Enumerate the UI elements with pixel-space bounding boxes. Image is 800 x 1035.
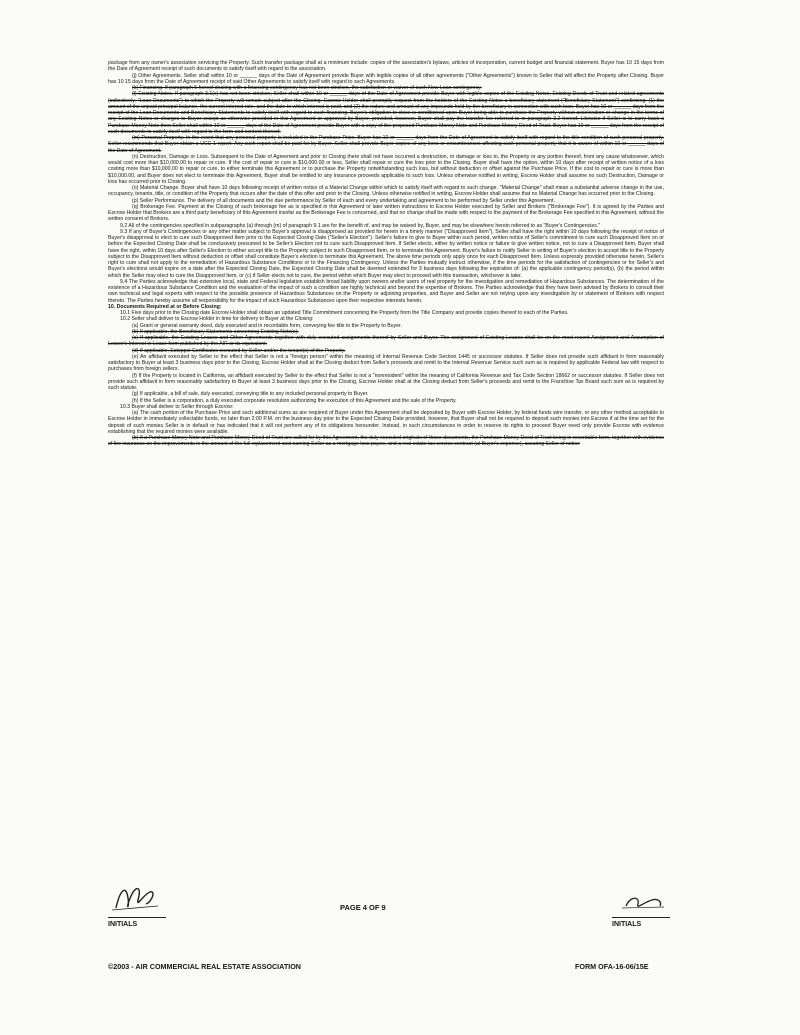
- copyright-text: ©2003 - AIR COMMERCIAL REAL ESTATE ASSOCIATION: [108, 962, 301, 971]
- paragraph-p02: (j) Other Agreements. Seller shall within 10 or ______ days of the Date of Agreement provide Buyer with legible copies of all other agreements ("Other Agreements") known to Seller that will affect the Property after Closing. Buyer has 10 15 days from the Date of Agreement receipt of said Other Agreements to satisfy itself with regard to such Agreements.: [108, 72, 664, 85]
- paragraph-p25: (a) The cash portion of the Purchase Price and such additional sums as are required of Buyer under this Agreement shall be deposited by Buyer with Escrow Holder, by federal funds wire transfer, or any other method acceptable to Escrow Holder in immediately collectable funds, no later than 2:00 P.M. on the business day prior to the Expected Closing Date provided, however, that Buyer shall not be required to deposit such monies into Escrow if at the time set for the deposit of such monies Seller is in default or has indicated that it will not perform any of its obligations hereunder. Instead, in such circumstances in order to reserve its rights to proceed Buyer need only provide Escrow with evidence establishing that the required monies were available.: [108, 410, 664, 435]
- paragraph-p21: (f) If the Property is located in California, an affidavit executed by Seller to the effect that Seller is not a "nonresident" within the meaning of California Revenue and Tax Code Section 18662 or successor statutes. If Seller does not provide such affidavit in form reasonably satisfactory to Buyer at least 3 business days prior to the Closing, Escrow Holder shall at the Closing deduct from Seller's proceeds and remit to the Franchise Tax Board such sum as is required by such statute.: [108, 372, 664, 391]
- paragraph-p13: 10. Documents Required at or Before Closing:: [108, 303, 222, 310]
- paragraph-p15: 10.2 Seller shall deliver to Escrow Holder in time for delivery to Buyer at the Closing:: [120, 316, 314, 323]
- initials-line-right: [612, 917, 670, 918]
- paragraph-p08: (p) Seller Performance. The delivery of all documents and the due performance by Seller of each and every undertaking and agreement to be performed by Seller under this Agreement.: [132, 197, 555, 204]
- paragraph-p26: (b) If a Purchase Money Note and Purchase Money Deed of Trust are called for by this Agreement, the duly executed originals of those documents, the Purchase Money Deed of Trust being in recordable form, together with evidence of fire insurance on the improvements in the amount of the full replacement cost naming Seller as a mortgage loss payee, and a real estate tax service contract (at Buyer's expense), assuring Seller of notice: [108, 435, 664, 448]
- paragraph-p19: (d) If applicable, Estoppel Certificates executed by Seller and/or the tenant(s) of the Property.: [132, 347, 346, 354]
- form-number: FORM OFA-16-06/15E: [575, 962, 649, 971]
- initials-label-left: INITIALS: [108, 921, 138, 928]
- initials-left-block: [108, 880, 168, 930]
- paragraph-p07: (o) Material Change. Buyer shall have 10 days following receipt of written notice of a Material Change within which to satisfy itself with regard to such change. "Material Change" shall mean a substantial adverse change in the use, occupancy, tenants, title, or condition of the Property that occurs after the date of this offer and prior to the Closing. Unless otherwise notified in writing, Escrow Holder shall assume that no Material Change has occurred prior to the Closing.: [108, 185, 664, 198]
- initials-right-block: [612, 880, 672, 930]
- paragraph-p09: (q) Brokerage Fee. Payment at the Closing of such brokerage fee as is specified in this Agreement or later written instructions to Escrow Holder executed by Seller and Brokers ("Brokerage Fee"). It is agreed by the Parties and Escrow Holder that Brokers are a third party beneficiary of this Agreement insofar as the Brokerage Fee is concerned, and that no change shall be made with respect to the payment of the Brokerage Fee specified in this Agreement, without the written consent of Brokers.: [108, 203, 664, 223]
- paragraph-p03: (k) Financing. If paragraph 5 hereof dealing with a financing contingency has not been stricken, the satisfaction or waiver of such New Loan contingency.: [132, 85, 482, 91]
- paragraph-p16: (a) Grant or general warranty deed, duly executed and in recordable form, conveying fee title to the Property to Buyer.: [132, 322, 402, 329]
- page-number: PAGE 4 OF 9: [340, 903, 386, 912]
- paragraph-p23: (h) If the Seller is a corporation, a duly executed corporate resolution authorizing the execution of this Agreement and the sale of the Property.: [132, 397, 457, 404]
- paragraph-p17: (b) If applicable, the Beneficiary Statements concerning Existing Note(s).: [132, 328, 299, 335]
- document-body: [108, 60, 664, 448]
- paragraph-p18: (c) If applicable, the Existing Leases and Other Agreements together with duly executed assignments thereof by Seller and Buyer. The assignment of Existing Leases shall be on the most recent Assignment and Assumption of Lessor's Interest in Lease form published by the AIR or its equivalent.: [108, 335, 664, 348]
- paragraph-p12: 9.4 The Parties acknowledge that extensive local, state and Federal legislation establish broad liability upon owners and/or users of real property for the investigation and remediation of Hazardous Substances. The determination of the existence of a Hazardous Substance Condition and the evaluation of the impact of such a condition are highly technical and beyond the expertise of Brokers. The Parties acknowledge that they have been advised by Brokers to consult their own technical and legal experts with respect to the possible presence of Hazardous Substances on the Property or adjoining properties, and Buyer and Seller are not relying upon any investigation by or statement of Brokers with respect thereto. The Parties hereby assume all responsibility for the impact of such Hazardous Substances upon their respective interests herein.: [108, 278, 664, 304]
- paragraph-p24: 10.3 Buyer shall deliver to Seller through Escrow:: [120, 403, 234, 410]
- paragraph-p20: (e) An affidavit executed by Seller to the effect that Seller is not a "foreign person" within the meaning of Internal Revenue Code Section 1445 or successor statutes. If Seller does not provide such affidavit in form reasonably satisfactory to Buyer at least 3 business days prior to the Closing, Escrow Holder shall at the Closing deduct from Seller's proceeds and remit to the Internal Revenue Service such sum as is required by applicable Federal law with respect to purchases from foreign sellers.: [108, 353, 664, 373]
- initials-signature-right: [612, 880, 672, 916]
- paragraph-p14: 10.1 Five days prior to the Closing date Escrow Holder shall obtain an updated Title Commitment concerning the Property from the Title Company and provide copies thereof to each of the Parties.: [120, 310, 569, 316]
- initials-signature-left: [108, 880, 168, 916]
- paragraph-p01: package from any owner's association servicing the Property. Such transfer package shall at a minimum include: copies of the association's bylaws, articles of incorporation, current budget and financial statement. Buyer has 10 15 days from the Date of Agreement receipt of such documents to satisfy itself with regard to the association.: [108, 60, 664, 73]
- paragraph-p22: (g) If applicable, a bill of sale, duly executed, conveying title to any included personal property to Buyer.: [132, 391, 369, 398]
- paragraph-p11: 9.3 If any of Buyer's Contingencies or any other matter subject to Buyer's approval is disapproved as provided for herein in a timely manner ("Disapproved Item"), Seller shall have the right within 10 days following the receipt of notice of Buyer's disapproval to elect to cure such Disapproved Item prior to the Expected Closing Date ("Seller's Election"). Seller's failure to give to Buyer within such period, written notice of Seller's commitment to cure such Disapproved Item on or before the Expected Closing Date shall be conclusively presumed to be Seller's Election not to cure such Disapproved Item. If Seller elects, either by written notice or failure to give written notice, not to cure a Disapproved Item, Buyer shall have the right, within 10 days after Seller's Election to either accept title to the Property subject to such Disapproved Item, or to terminate this Agreement. Buyer's failure to notify Seller in writing of Buyer's election to accept title to the Property subject to the Disapproved Item without deduction or offset shall constitute Buyer's election to terminate this Agreement. The above time periods only apply once for each Disapproved Item. Unless expressly provided otherwise herein, Seller's right to cure shall not apply to the remediation of Hazardous Substance Conditions or to the Financing Contingency. Unless the Parties mutually instruct otherwise, if the time periods for the satisfaction of contingencies or for Seller's and Buyer's elections would expire on a date after the Expected Closing Date, the Expected Closing Date shall be deemed extended for 3 business days following the expiration of: (a) the applicable contingency period(s), (b) the period within which the Seller may elect to cure the Disapproved Item, or (c) if Seller elects not to cure, the period within which Buyer may elect to proceed with this transaction, whichever is later.: [108, 228, 664, 279]
- paragraph-p10: 9.2 All of the contingencies specified in subparagraphs (a) through (m) of paragraph 9.1 are for the benefit of, and may be waived by, Buyer, and may be elsewhere herein referred to as "Buyer's Contingencies.": [120, 222, 601, 229]
- initials-line-left: [108, 917, 166, 918]
- initials-label-right: INITIALS: [612, 921, 642, 928]
- paragraph-p05: (m) Personal Property. In the event that any personal property is included in the Purchase Price, Buyer has 10 or ______ days from the Date of Agreement to satisfy itself with regard to the title condition of such personal property. Seller recommends that Buyer obtain a UCC-1 report. Any such report shall be paid for by Buyer. Seller shall provide Buyer copies of any liens or encumbrances affecting such personal property that it is aware of within 10 or ______ days of the Date of Agreement.: [108, 135, 664, 154]
- paragraph-p04: (l) Existing Notes. If paragraph 3.1(c) has not been stricken, Seller shall within 10 or ______ days of the Date of Agreement provide Buyer with legible copies of the Existing Notes, Existing Deeds of Trust and related agreements (collectively, "Loan Documents") to which the Property will remain subject after the Closing. Escrow Holder shall promptly request from the holders of the Existing Notes a beneficiary statement ("Beneficiary Statement") confirming: (1) the amount of the unpaid principal balance, the current interest rate, and the date to which interest is paid, and (2) the nature and amount of any impounds held by the beneficiary in connection with such loan. Buyer has 10 or ______ days from the receipt of the Loan Documents and Beneficiary Statements to satisfy itself with regard to such financing. Buyer's obligation to close is conditioned upon Buyer being able to purchase the Property without acceleration or change in the terms of any Existing Notes or charges to Buyer except as otherwise provided in this Agreement or approved by Buyer, provided, however, Buyer shall pay the transfer fee referred to in paragraph 3.2 hereof. Likewise if Seller is to carry back a Purchase Money Note then Seller shall within 10 or ______ days of the Date of Agreement provide Buyer with a copy of the proposed Purchase Money Note and Purchase Money Deed of Trust. Buyer has 10 or ______ days from the receipt of such documents to satisfy itself with regard to the form and content thereof.: [108, 91, 664, 135]
- paragraph-p06: (n) Destruction, Damage or Loss. Subsequent to the Date of Agreement and prior to Closing there shall not have occurred a destruction, or damage or loss to, the Property or any portion thereof, from any cause whatsoever, which would cost more than $10,000.00 to repair or cure. If the cost of repair or cure is $10,000.00 or less, Seller shall repair or cure the loss prior to the Closing. Buyer shall have the option, within 10 days after receipt of written notice of a loss costing more than $10,000.00 to repair or cure, to either terminate this Agreement or to purchase the Property notwithstanding such loss, but without deduction or offset against the Purchase Price. If the cost to repair or cure is more than $10,000.00, and Buyer does not elect to terminate this Agreement, Buyer shall be entitled to any insurance proceeds applicable to such loss. Unless otherwise notified in writing, Escrow Holder shall assume no such Destruction, Damage or loss has occurred prior to Closing.: [108, 153, 664, 185]
